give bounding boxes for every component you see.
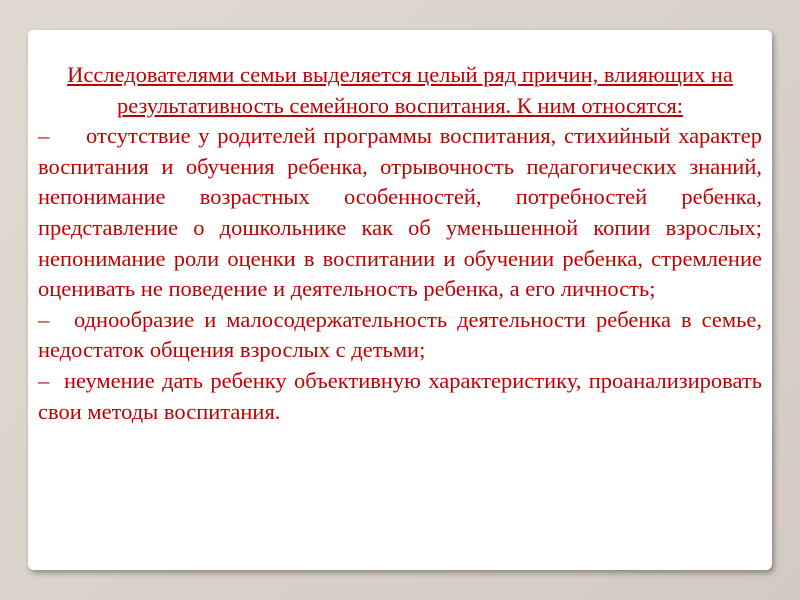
slide-content: [36, 60, 764, 427]
list-item: [36, 121, 764, 305]
list-item-text: отсутствие у родителей программы воспитания, стихийный характер воспитания и обучения ребенка, отрывочность педагогических знаний, непонимание возрастных особенностей, потребностей ребенка, представление о дошкольнике как об уменьшенной копии взрослых; непонимание роли оценки в воспитании и обучении ребенка, стремление оценивать не поведение и деятельность ребенка, а его личность;: [38, 123, 762, 302]
list-marker: –: [38, 367, 50, 393]
list-item: [36, 366, 764, 427]
slide-card: [28, 30, 772, 570]
list-marker: –: [38, 123, 50, 149]
list-item: [36, 305, 764, 366]
list-item-text: однообразие и малосодержательность деятельности ребенка в семье, недостаток общения взрослых с детьми;: [38, 306, 762, 363]
slide-heading: Исследователями семьи выделяется целый ряд причин, влияющих на результативность семейного воспитания. К ним относятся:: [67, 62, 733, 118]
list-item-text: неумение дать ребенку объективную характеристику, проанализировать свои методы воспитания.: [38, 367, 762, 424]
list-marker: –: [38, 306, 50, 332]
